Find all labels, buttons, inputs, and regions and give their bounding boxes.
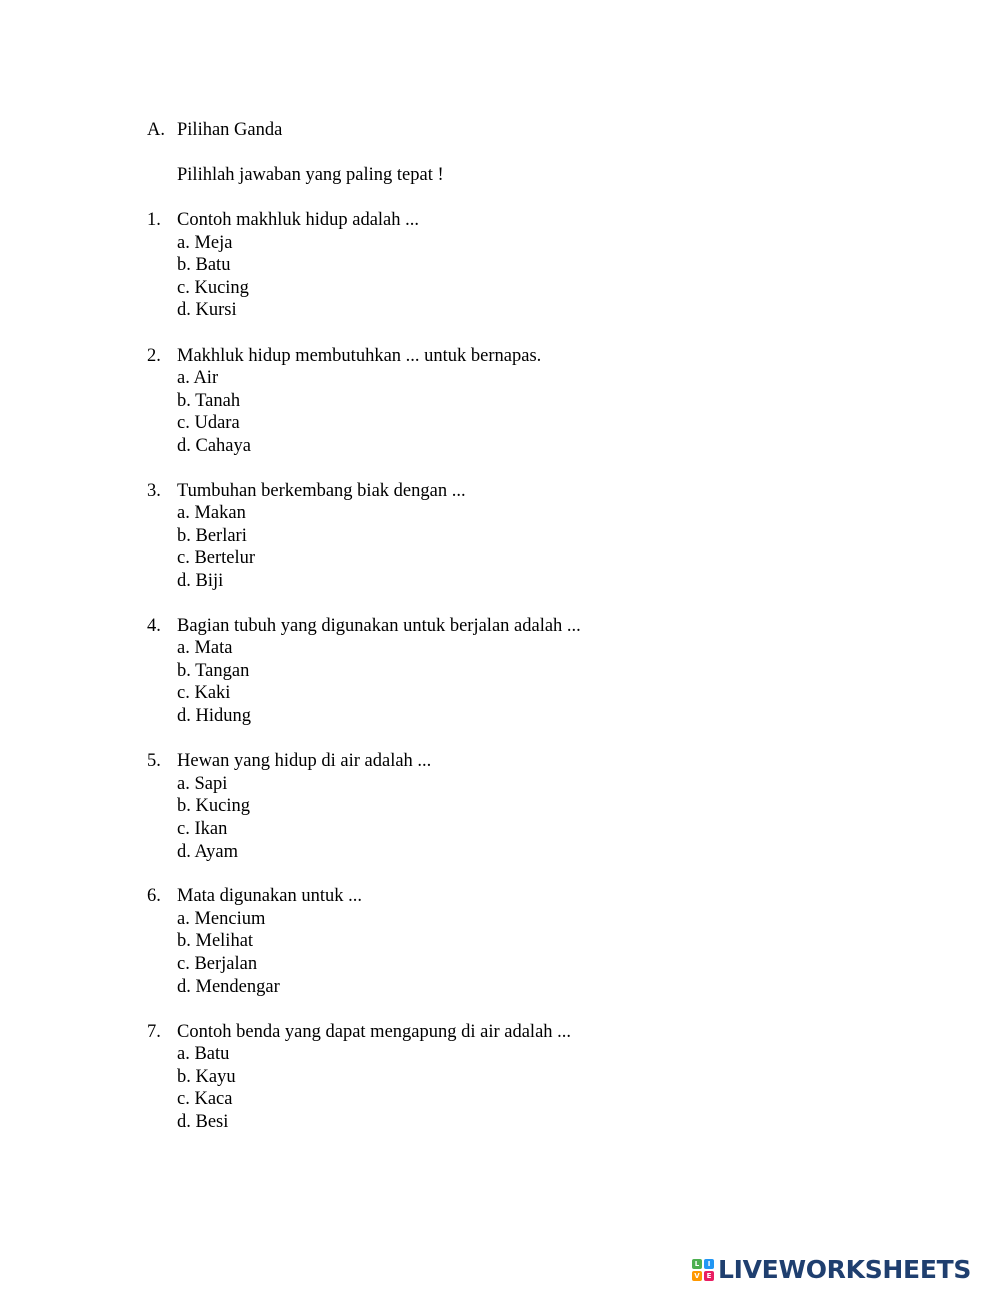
logo-block: L: [692, 1259, 702, 1269]
answer-option[interactable]: b. Tanah: [177, 391, 241, 411]
answer-option[interactable]: a. Batu: [177, 1044, 230, 1064]
logo-block: E: [704, 1271, 714, 1281]
answer-option[interactable]: b. Melihat: [177, 931, 254, 951]
question-number: 6.: [147, 886, 161, 906]
question-number: 2.: [147, 346, 161, 366]
section-title: Pilihan Ganda: [177, 120, 283, 140]
answer-option[interactable]: d. Besi: [177, 1112, 229, 1132]
answer-option[interactable]: a. Sapi: [177, 774, 228, 794]
logo-blocks-icon: [692, 1259, 714, 1281]
question-number: 4.: [147, 616, 161, 636]
answer-option[interactable]: d. Biji: [177, 571, 224, 591]
section-letter: A.: [147, 120, 165, 140]
answer-option[interactable]: c. Kaki: [177, 683, 231, 703]
question-number: 3.: [147, 481, 161, 501]
logo-block: V: [692, 1271, 702, 1281]
answer-option[interactable]: d. Cahaya: [177, 436, 251, 456]
answer-option[interactable]: d. Kursi: [177, 300, 237, 320]
answer-option[interactable]: b. Kayu: [177, 1067, 236, 1087]
answer-option[interactable]: b. Batu: [177, 255, 231, 275]
question-text: Contoh makhluk hidup adalah ...: [177, 210, 420, 230]
answer-option[interactable]: d. Mendengar: [177, 977, 280, 997]
logo-wordmark: LIVEWORKSHEETS: [718, 1255, 972, 1284]
answer-option[interactable]: a. Mata: [177, 638, 233, 658]
answer-option[interactable]: a. Meja: [177, 233, 233, 253]
answer-option[interactable]: c. Berjalan: [177, 954, 258, 974]
question-text: Contoh benda yang dapat mengapung di air adalah ...: [177, 1022, 572, 1042]
answer-option[interactable]: b. Kucing: [177, 796, 250, 816]
answer-option[interactable]: a. Air: [177, 368, 219, 388]
answer-option[interactable]: c. Ikan: [177, 819, 228, 839]
question-text: Makhluk hidup membutuhkan ... untuk bernapas.: [177, 346, 542, 366]
answer-option[interactable]: d. Ayam: [177, 842, 238, 862]
answer-option[interactable]: a. Mencium: [177, 909, 266, 929]
question-text: Bagian tubuh yang digunakan untuk berjalan adalah ...: [177, 616, 581, 636]
logo-block: I: [704, 1259, 714, 1269]
answer-option[interactable]: b. Tangan: [177, 661, 250, 681]
question-number: 7.: [147, 1022, 161, 1042]
question-text: Tumbuhan berkembang biak dengan ...: [177, 481, 466, 501]
question-text: Hewan yang hidup di air adalah ...: [177, 751, 432, 771]
question-text: Mata digunakan untuk ...: [177, 886, 362, 906]
answer-option[interactable]: b. Berlari: [177, 526, 247, 546]
instruction-text: Pilihlah jawaban yang paling tepat !: [177, 165, 444, 185]
answer-option[interactable]: c. Bertelur: [177, 548, 256, 568]
answer-option[interactable]: d. Hidung: [177, 706, 251, 726]
liveworksheets-logo: [692, 1255, 971, 1285]
answer-option[interactable]: a. Makan: [177, 503, 246, 523]
answer-option[interactable]: c. Udara: [177, 413, 240, 433]
question-number: 5.: [147, 751, 161, 771]
question-number: 1.: [147, 210, 161, 230]
answer-option[interactable]: c. Kucing: [177, 278, 249, 298]
answer-option[interactable]: c. Kaca: [177, 1089, 233, 1109]
